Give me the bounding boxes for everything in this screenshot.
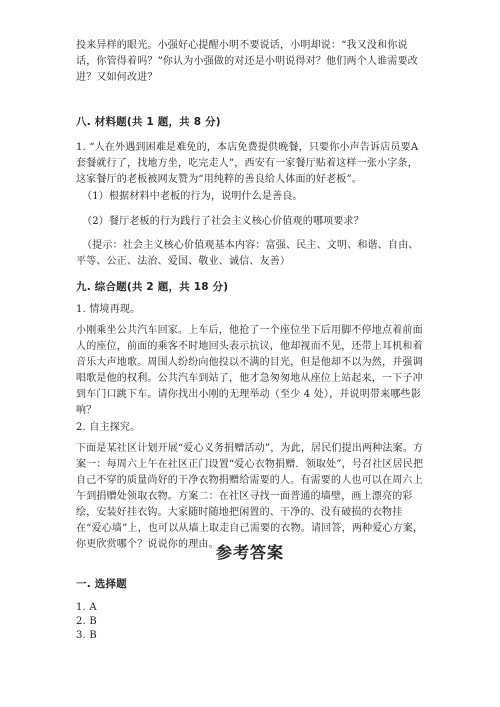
question-1-sub-2: （2）餐厅老板的行为践行了社会主义核心价值观的哪项要求？ — [82, 216, 364, 227]
answer-section-heading: 一. 选择题 — [76, 578, 127, 590]
answer-item-3: 3. B — [76, 630, 97, 641]
question-9-1-text: 小刚乘坐公共汽车回家。上车后，他抢了一个座位坐下后用脚不停地点着前面人的座位，前面的乘客不时地回头表示抗议，他却视而不见，还带上耳机和着音乐大声地歌。周围人纷纷向他投以不满的目光，但是他却不以为然，并强调唱歌是他的权利。公共汽车到站了，他才急匆匆地从座位上站起来，一下子冲到车门口跳下车。请你找出小刚的无理举动（至少 4 处），并说明带来哪些影响？ — [76, 325, 423, 416]
question-9-1-label: 1. 情境再现。 — [76, 304, 141, 315]
answer-title: 参考答案 — [215, 543, 284, 562]
section-8-heading: 八. 材料题(共 1 题，共 8 分) — [76, 116, 221, 128]
answer-item-2: 2. B — [76, 616, 97, 627]
question-1-text: 1. “人在外遇到困难是难免的，本店免费提供晚餐，只要你小声告诉店员要A套餐就行了，找地方坐，吃完走人”，西安有一家餐厅贴着这样一张小字条，这家餐厅的老板被网友赞为“用纯粹的善良给人体面的好老板”。 — [76, 142, 419, 185]
question-1-hint: （提示：社会主义核心价值观基本内容：富强、民主、文明、和谐、自由、平等、公正、法治、爱国、敬业、诚信、友善） — [76, 240, 419, 267]
answer-item-1: 1. A — [76, 602, 97, 613]
section-9-heading: 九. 综合题(共 2 题，共 18 分) — [76, 281, 229, 293]
question-9-2-label: 2. 自主探究。 — [76, 422, 141, 433]
question-1-sub-1: （1）根据材料中老板的行为，说明什么是善良。 — [82, 191, 303, 202]
top-paragraph: 投来异样的眼光。小强好心提醒小明不要说话，小明却说：“我又没和你说话，你管得着吗？”你认为小强做的对还是小明说得对？他们两个人谁需要改进？又如何改进？ — [76, 40, 418, 83]
question-9-2-text: 下面是某社区计划开展“爱心义务捐赠活动”，为此，居民们提出两种法案。方案一：每周六上午在社区正门设置“爱心衣物捐赠．领取处”，号召社区居民把自己不穿的质量尚好的干净衣物捐赠给需要的人。有需要的人也可以在周六上午到捐赠处领取衣物。方案二：在社区寻找一面普通的墙壁，画上漂亮的彩绘，安装好挂衣钩。大家随时随地把闲置的、干净的、没有破损的衣物挂在“爱心墙”上，也可以从墙上取走自己需要的衣物。请回答，两种爱心方案，你更欣赏哪个？说说你的理由。 — [76, 443, 424, 550]
